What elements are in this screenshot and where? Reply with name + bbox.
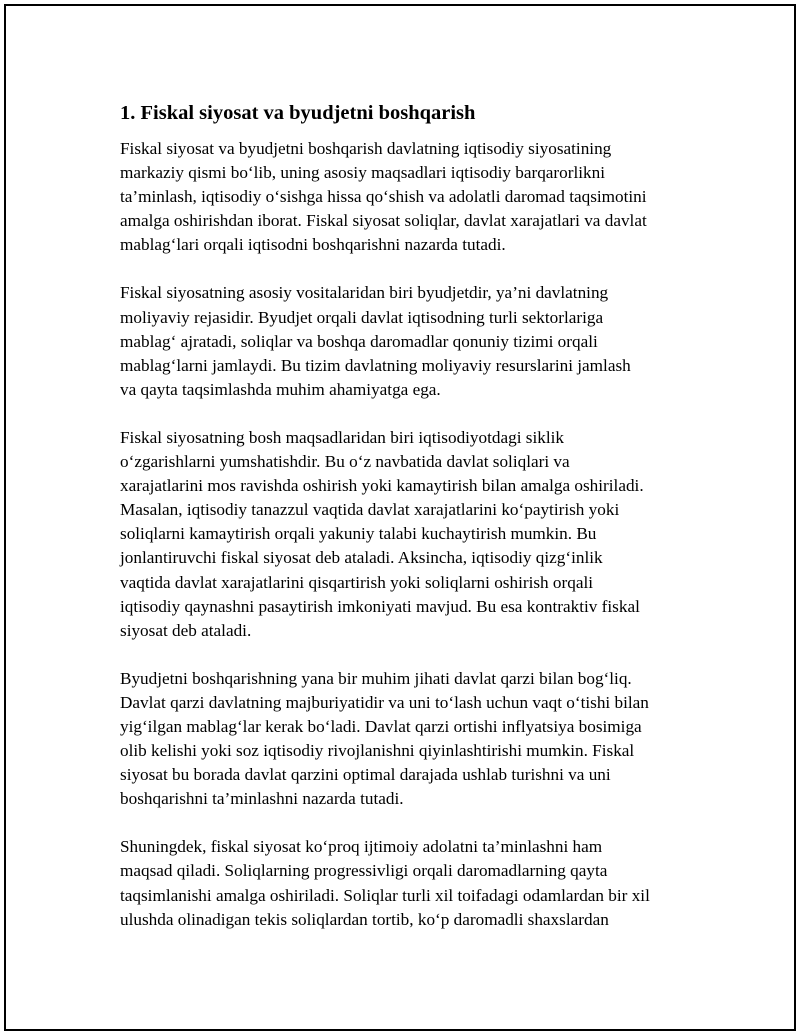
text-line: mablag‘larni jamlaydi. Bu tizim davlatning moliyaviy resurslarini jamlash [120,355,631,375]
text-line: xarajatlarini mos ravishda oshirish yoki kamaytirish bilan amalga oshiriladi. [120,476,644,496]
text-line: o‘zgarishlarni yumshatishdir. Bu o‘z navbatida davlat soliqlari va [120,452,570,472]
text-line: Fiskal siyosat va byudjetni boshqarish davlatning iqtisodiy siyosatining [120,139,612,158]
text-line: yig‘ilgan mablag‘lar kerak bo‘ladi. Davlat qarzi ortishi inflyatsiya bosimiga [120,716,642,736]
text-line: mablag‘ ajratadi, soliqlar va boshqa daromadlar qonuniy tizimi orqali [120,331,598,351]
text-line: va qayta taqsimlashda muhim ahamiyatga ega. [120,379,441,399]
document-body [120,99,700,956]
text-line: boshqarishni ta’minlashni nazarda tutadi. [120,789,404,809]
text-line: markaziy qismi bo‘lib, uning asosiy maqsadlari iqtisodiy barqarorlikni [120,163,605,183]
text-line: Masalan, iqtisodiy tanazzul vaqtida davlat xarajatlarini ko‘paytirish yoki [120,500,620,520]
paragraph-social-justice [120,835,700,931]
text-line: iqtisodiy qaynashni pasaytirish imkoniyati mavjud. Bu esa kontraktiv fiskal [120,596,640,616]
text-line: olib kelishi yoki soz iqtisodiy rivojlanishni qiyinlashtirishi mumkin. Fiskal [120,741,635,761]
text-line: Fiskal siyosatning asosiy vositalaridan biri byudjetdir, ya’ni davlatning [120,283,609,303]
section-heading: 1. Fiskal siyosat va byudjetni boshqarish [120,102,476,124]
text-line: Davlat qarzi davlatning majburiyatidir va uni to‘lash uchun vaqt o‘tishi bilan [120,692,649,712]
page-frame [4,4,796,1031]
paragraph-budget-instrument [120,281,700,401]
text-line: Shuningdek, fiskal siyosat ko‘proq ijtimoiy adolatni ta’minlashni ham [120,837,603,857]
text-line: Byudjetni boshqarishning yana bir muhim jihati davlat qarzi bilan bog‘liq. [120,668,632,688]
text-line: ulushda olinadigan tekis soliqlardan tortib, ko‘p daromadli shaxslardan [120,909,609,929]
text-line: jonlantiruvchi fiskal siyosat deb ataladi. Aksincha, iqtisodiy qizg‘inlik [120,548,603,568]
text-line: siyosat deb ataladi. [120,620,252,640]
text-line: mablag‘lari orqali iqtisodni boshqarishni nazarda tutadi. [120,235,506,255]
text-line: siyosat bu borada davlat qarzini optimal darajada ushlab turishni va uni [120,765,611,785]
text-line: maqsad qiladi. Soliqlarning progressivligi orqali daromadlarning qayta [120,861,608,881]
paragraph-fiscal-policy-intro [120,137,700,257]
text-line: ta’minlash, iqtisodiy o‘sishga hissa qo‘shish va adolatli daromad taqsimotini [120,187,647,207]
text-line: Fiskal siyosatning bosh maqsadlaridan biri iqtisodiyotdagi siklik [120,427,564,447]
text-line: soliqlarni kamaytirish orqali yakuniy talabi kuchaytirish mumkin. Bu [120,524,597,544]
text-line: amalga oshirishdan iborat. Fiskal siyosat soliqlar, davlat xarajatlari va davlat [120,211,647,231]
text-line: taqsimlanishi amalga oshiriladi. Soliqlar turli xil toifadagi odamlardan bir xil [120,885,650,905]
paragraph-public-debt [120,667,700,812]
text-line: moliyaviy rejasidir. Byudjet orqali davlat iqtisodning turli sektorlariga [120,307,604,327]
text-line: vaqtida davlat xarajatlarini qisqartirish yoki soliqlarni oshirish orqali [120,572,594,592]
paragraph-cyclical-stabilization [120,426,700,643]
